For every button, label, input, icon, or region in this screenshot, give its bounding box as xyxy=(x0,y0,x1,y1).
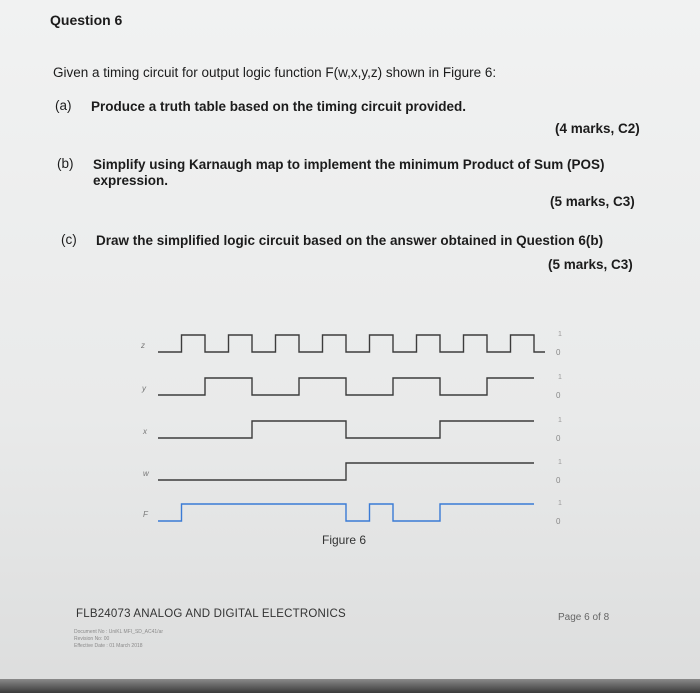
level-high-label-w: 1 xyxy=(558,459,562,466)
level-low-label-y: 0 xyxy=(556,391,561,400)
footer-document-no: Document No : UniKL MFI_SD_AC41/ar xyxy=(74,629,164,635)
level-high-label-y: 1 xyxy=(558,374,562,381)
part-b-label: (b) xyxy=(57,156,74,171)
level-low-label-F: 0 xyxy=(556,517,561,526)
part-b-marks: (5 marks, C3) xyxy=(550,194,635,209)
question-intro: Given a timing circuit for output logic function F(w,x,y,z) shown in Figure 6: xyxy=(53,65,497,80)
photo-bottom-edge xyxy=(0,679,700,693)
figure-caption: Figure 6 xyxy=(322,533,367,547)
waveform-F xyxy=(158,504,534,521)
part-a-marks: (4 marks, C2) xyxy=(555,121,640,136)
part-c-marks: (5 marks, C3) xyxy=(548,257,633,272)
level-low-label-x: 0 xyxy=(556,434,561,443)
waveform-y xyxy=(158,378,534,395)
level-high-label-x: 1 xyxy=(558,417,562,424)
part-a-text: Produce a truth table based on the timing circuit provided. xyxy=(91,99,467,114)
part-c-text: Draw the simplified logic circuit based on the answer obtained in Question 6(b) xyxy=(96,233,604,248)
level-low-label-w: 0 xyxy=(556,476,561,485)
signal-label-x: x xyxy=(143,427,147,436)
waveform-z xyxy=(158,335,545,352)
signal-label-y: y xyxy=(142,384,146,393)
signal-label-w: w xyxy=(143,469,149,478)
footer-effective-date: Effective Date : 01 March 2018 xyxy=(74,643,143,649)
part-a-label: (a) xyxy=(55,98,72,113)
footer-course-title: FLB24073 ANALOG AND DIGITAL ELECTRONICS xyxy=(76,608,346,620)
level-low-label-z: 0 xyxy=(556,348,561,357)
part-c-label: (c) xyxy=(61,232,77,247)
part-b-text-continued: expression. xyxy=(93,173,169,188)
level-high-label-F: 1 xyxy=(558,500,562,507)
signal-label-F: F xyxy=(143,510,148,519)
level-high-label-z: 1 xyxy=(558,331,562,338)
footer-page-number: Page 6 of 8 xyxy=(558,612,610,623)
signal-label-z: z xyxy=(141,341,145,350)
waveform-x xyxy=(158,421,534,438)
question-title: Question 6 xyxy=(50,12,123,28)
part-b-text: Simplify using Karnaugh map to implement the minimum Product of Sum (POS) xyxy=(93,157,605,172)
footer-revision-no: Revision No: 00 xyxy=(74,636,110,642)
waveform-w xyxy=(158,463,534,480)
